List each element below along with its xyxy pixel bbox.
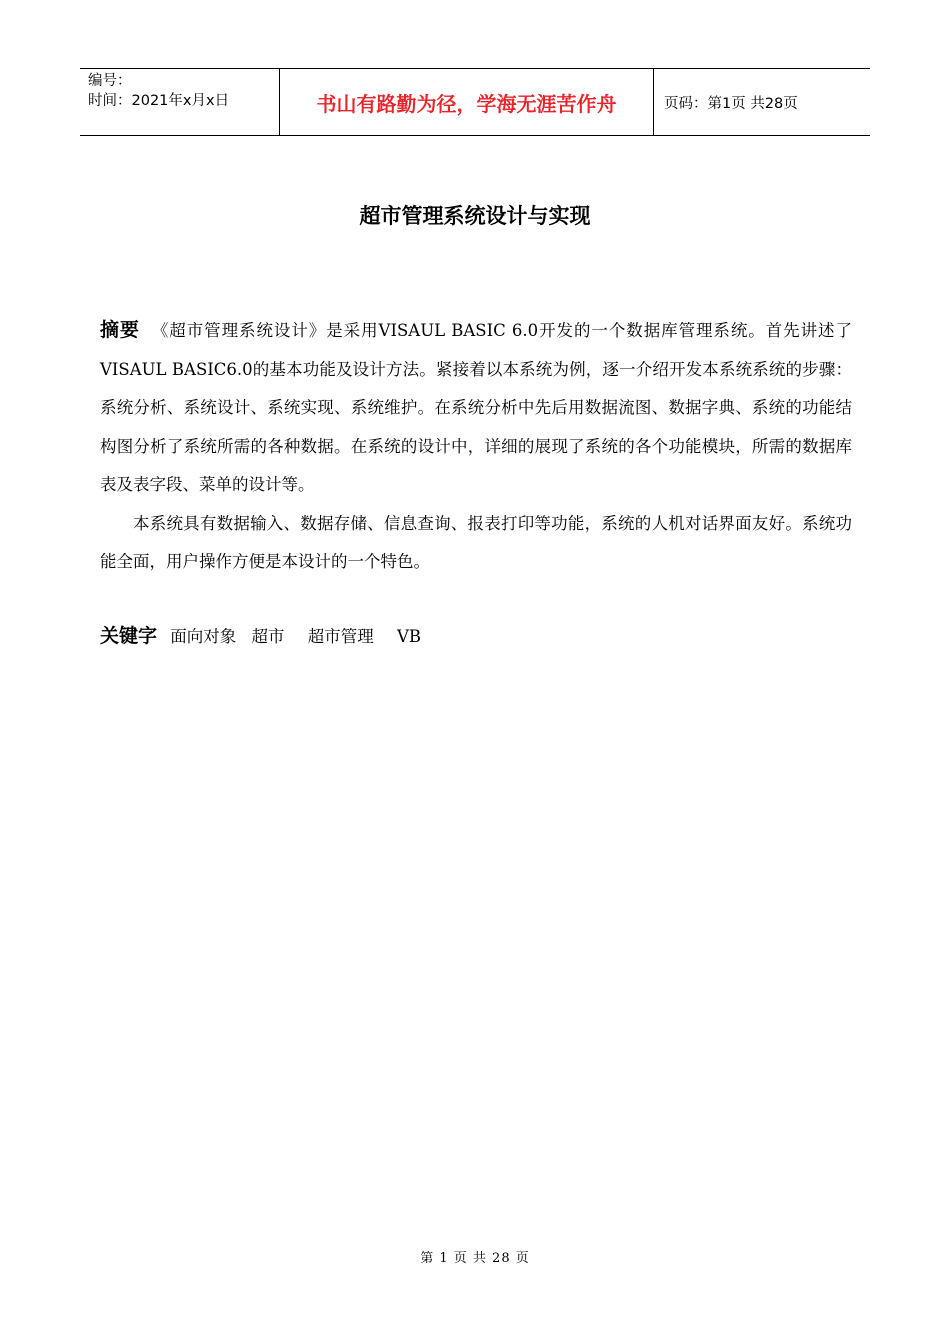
keywords-section xyxy=(100,618,852,655)
document-title: 超市管理系统设计与实现 xyxy=(359,204,591,228)
header-motto: 书山有路勤为径，学海无涯苦作舟 xyxy=(280,69,654,135)
abstract-text-1: 《超市管理系统设计》是采用VISAUL BASIC 6.0开发的一个数据库管理系统。首先讲述了VISAUL BASIC6.0的基本功能及设计方法。紧接着以本系统为例，逐一介绍开发本系统系统的步骤：系统分析、系统设计、系统实现、系统维护。在系统分析中先后用数据流图、数据字典、系统的功能结构图分析了系统所需的各种数据。在系统的设计中，详细的展现了系统的各个功能模块，所需的数据库表及表字段、菜单的设计等。 xyxy=(100,321,852,494)
abstract-label: 摘要 xyxy=(100,319,140,341)
keyword-item: 面向对象 xyxy=(170,627,237,646)
keyword-item: VB xyxy=(397,627,422,646)
header-meta xyxy=(80,69,280,135)
page-footer: 第 1 页 共 28 页 xyxy=(420,1251,530,1266)
abstract-paragraph-2: 本系统具有数据输入、数据存储、信息查询、报表打印等功能，系统的人机对话界面友好。系统功能全面，用户操作方便是本设计的一个特色。 xyxy=(100,513,852,571)
document-date: 时间：2021年x月x日 xyxy=(88,93,230,109)
keyword-item: 超市 xyxy=(251,627,285,646)
document-number-label: 编号： xyxy=(88,73,132,89)
keyword-item: 超市管理 xyxy=(307,627,374,646)
page-header xyxy=(80,68,870,136)
keywords-label: 关键字 xyxy=(100,625,158,647)
abstract-section xyxy=(100,311,852,582)
abstract-paragraph-1 xyxy=(100,311,852,505)
header-page-info: 页码：第1页 共28页 xyxy=(664,95,798,112)
